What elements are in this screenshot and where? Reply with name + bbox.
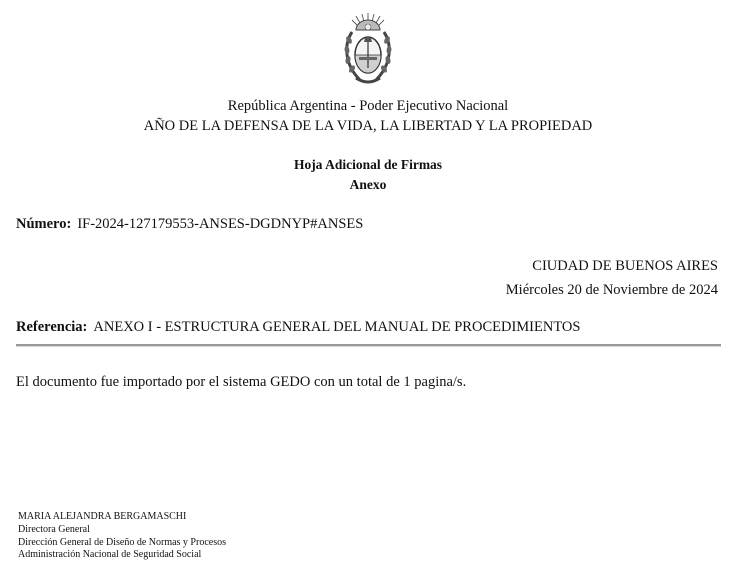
document-title: Hoja Adicional de Firmas (293, 157, 443, 172)
signer-organization: Administración Nacional de Seguridad Social (18, 549, 202, 560)
signer-department: Dirección General de Diseño de Normas y Procesos (18, 537, 226, 548)
city: CIUDAD DE BUENOS AIRES (532, 258, 718, 274)
numero-label: Número: (16, 216, 72, 232)
signer-name: MARIA ALEJANDRA BERGAMASCHI (18, 511, 187, 522)
signer-position: Directora General (18, 524, 90, 535)
coat-of-arms-icon (338, 12, 398, 88)
referencia-row (16, 319, 580, 336)
section-divider (16, 344, 721, 347)
numero-value: IF-2024-127179553-ANSES-DGDNYP#ANSES (77, 216, 364, 232)
header-title: República Argentina - Poder Ejecutivo Nacional (227, 98, 509, 114)
referencia-label: Referencia: (16, 319, 88, 335)
numero-row (16, 216, 363, 233)
document-subtitle: Anexo (349, 177, 387, 192)
referencia-value: ANEXO I - ESTRUCTURA GENERAL DEL MANUAL DE PROCEDIMIENTOS (93, 319, 581, 335)
document-date: Miércoles 20 de Noviembre de 2024 (505, 282, 718, 298)
header-year-motto: AÑO DE LA DEFENSA DE LA VIDA, LA LIBERTAD Y LA PROPIEDAD (143, 118, 593, 134)
body-text: El documento fue importado por el sistema GEDO con un total de 1 pagina/s. (16, 374, 467, 390)
